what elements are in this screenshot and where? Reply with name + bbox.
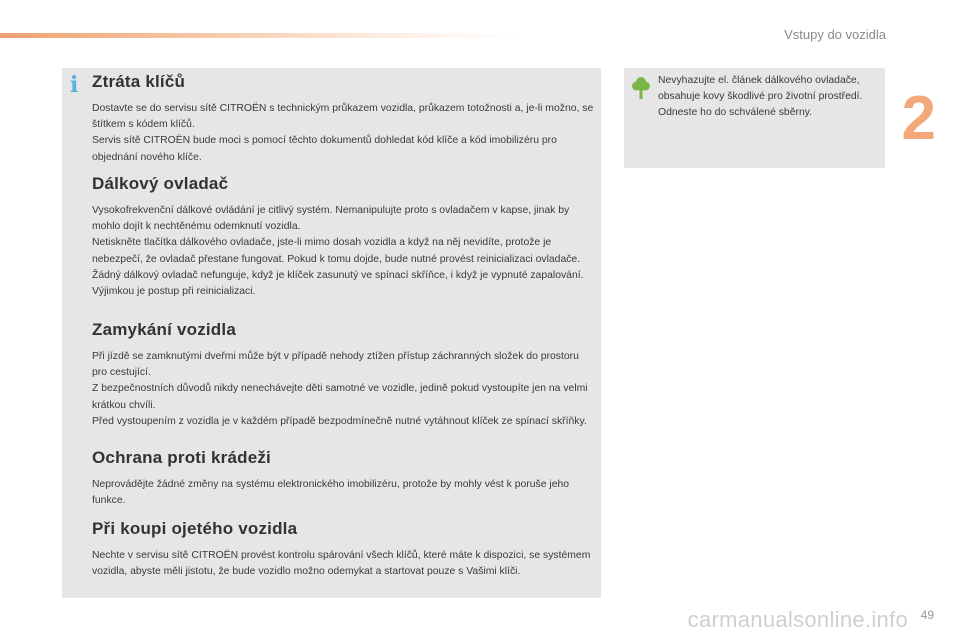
header-accent-bar: [0, 33, 520, 38]
main-info-box: [62, 68, 601, 598]
section-title-locking: Zamykání vozidla: [92, 320, 236, 339]
section-title-remote-control: Dálkový ovladač: [92, 174, 229, 193]
section-body-lost-keys: Dostavte se do servisu sítě CITROËN s technickým průkazem vozidla, průkazem totožnosti a, je-li možno, se štítkem s kódem klíčů. Servis sítě CITROËN bude moci s pomocí těchto dokumentů dohledat kód klíče a kód imobilizéru pro objednání nového klíče.: [92, 103, 594, 163]
section-used-vehicle: [92, 519, 594, 580]
chapter-number: 2: [901, 84, 936, 153]
section-body-remote-control: Vysokofrekvenční dálkové ovládání je citlivý systém. Nemanipulujte proto s ovladačem v kapse, jinak by mohlo dojít k nechtěnému odemknutí vozidla. Netiskněte tlačítka dálkového ovladače, jste-li mimo dosah vozidla a když na něj nevidíte, protože je nebezpečí, že ovladač přestane fungovat. Pokud k tomu dojde, bude nutné provést reinicializaci ovladače. Žádný dálkový ovladač nefunguje, když je klíček zasunutý ve spínací skříňce, i když je vypnuté zapalování. Výjimkou je postup při reinicializaci.: [92, 205, 584, 298]
watermark: carmanualsonline.info: [687, 607, 908, 632]
section-title-anti-theft: Ochrana proti krádeži: [92, 448, 271, 467]
section-body-locking: Při jízdě se zamknutými dveřmi může být v případě nehody ztížen přístup záchranných složek do prostoru pro cestující. Z bezpečnostních důvodů nikdy nenechávejte děti samotné ve vozidle, jedině pokud vystoupíte jen na velmi krátkou chvíli. Před vystoupením z vozidla je v každém případě bezpodmínečně nutné vytáhnout klíček ze spínací skříňky.: [92, 351, 588, 427]
section-lost-keys: [92, 72, 594, 166]
tree-icon: [632, 76, 650, 100]
section-title: Vstupy do vozidla: [784, 27, 886, 42]
section-title-used-vehicle: Při koupi ojetého vozidla: [92, 519, 298, 538]
info-icon: i: [70, 72, 79, 98]
section-anti-theft: [92, 448, 594, 509]
environment-note-box: [624, 68, 885, 168]
section-title-lost-keys: Ztráta klíčů: [92, 72, 186, 91]
page-number: 49: [920, 608, 934, 622]
section-remote-control: [92, 174, 594, 300]
section-locking: [92, 320, 594, 430]
section-body-anti-theft: Neprovádějte žádné změny na systému elektronického imobilizéru, protože by mohly vést k poruše jeho funkce.: [92, 479, 570, 507]
environment-note-text: Nevyhazujte el. článek dálkového ovladače, obsahuje kovy škodlivé pro životní prostředí. Odneste ho do schválené sběrny.: [658, 75, 863, 119]
section-body-used-vehicle: Nechte v servisu sítě CITROËN provést kontrolu spárování všech klíčů, které máte k dispozici, se systémem vozidla, abyste měli jistotu, že bude vozidlo možno odemykat a startovat pouze s Vašimi klíči.: [92, 550, 591, 578]
